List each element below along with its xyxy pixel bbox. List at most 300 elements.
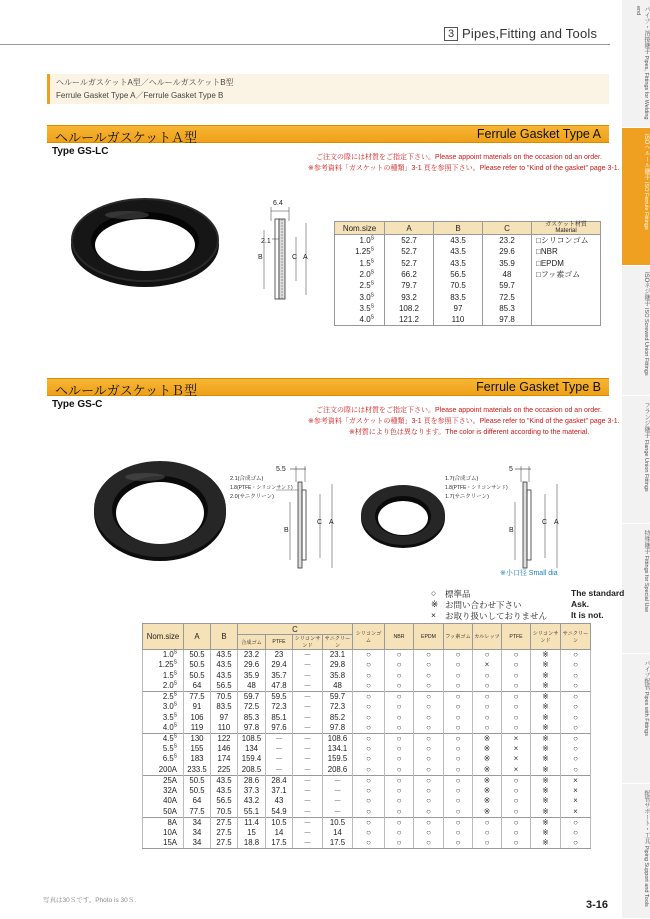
nom-size-value: 1.0 xyxy=(359,236,371,245)
cell-nom-size xyxy=(335,280,385,291)
cell-silicone: ○ xyxy=(353,817,385,828)
cell-a: 233.5 xyxy=(184,765,211,776)
cell-material xyxy=(532,314,601,325)
cell-nom-size xyxy=(143,660,184,670)
cell-c-silicone-sand: － xyxy=(293,817,323,828)
cell-c-ptfe: 59.5 xyxy=(266,691,293,702)
cell-sanicleen: ○ xyxy=(561,817,591,828)
dim-note-1: 2.1(合成ゴム) xyxy=(230,476,264,482)
label-a: A xyxy=(329,519,334,526)
cell-sanicleen: ○ xyxy=(561,733,591,744)
cell-c-ptfe: 54.9 xyxy=(266,807,293,818)
cell-kalrez: ○ xyxy=(473,712,502,722)
cell-ptfe: × xyxy=(502,744,531,754)
nom-size-value: 50A xyxy=(163,806,177,816)
cell-fluoro: ○ xyxy=(444,838,473,849)
cell-fluoro: ○ xyxy=(444,670,473,680)
cell-nbr: ○ xyxy=(385,796,414,806)
nom-size-suffix: S xyxy=(173,680,177,687)
cell-b: 225 xyxy=(211,765,238,776)
cell-nbr: ○ xyxy=(385,744,414,754)
cell-b: 43.5 xyxy=(211,670,238,680)
side-tab-support-tools[interactable] xyxy=(622,784,650,919)
cell-epdm: ○ xyxy=(414,744,444,754)
cell-c-sanicleen: 10.5 xyxy=(323,817,353,828)
col-b: B xyxy=(434,222,483,235)
dim-note-3: 1.7(サニクリーン) xyxy=(445,494,489,500)
cell-fluoro: ○ xyxy=(444,733,473,744)
table-row xyxy=(143,733,591,744)
gasket-b-small-photo xyxy=(358,478,448,558)
cell-sanicleen: × xyxy=(561,775,591,786)
cell-a: 77.5 xyxy=(184,691,211,702)
cell-material: □シリコンゴム xyxy=(532,235,601,247)
table-row xyxy=(143,650,591,661)
cell-c-sanicleen: 134.1 xyxy=(323,744,353,754)
gasket-b-small-section-drawing xyxy=(445,462,577,580)
cell-c-silicone-sand: － xyxy=(293,660,323,670)
cell-fluoro: ○ xyxy=(444,796,473,806)
cell-c-rubber: 72.5 xyxy=(238,702,266,712)
cell-epdm: ○ xyxy=(414,650,444,661)
cell-a: 66.2 xyxy=(385,269,434,280)
cell-c-sanicleen: － xyxy=(323,796,353,806)
gasket-b-section-drawing xyxy=(228,462,348,580)
cell-fluoro: ○ xyxy=(444,723,473,734)
col-c: C xyxy=(238,624,353,635)
cell-c-sanicleen: 97.8 xyxy=(323,723,353,734)
cell-nom-size xyxy=(143,775,184,786)
cell-c: 29.6 xyxy=(483,246,532,257)
nom-size-value: 1.5 xyxy=(162,670,174,680)
nom-size-value: 2.5 xyxy=(359,281,371,291)
cell-fluoro: ○ xyxy=(444,775,473,786)
cell-c-silicone-sand: － xyxy=(293,681,323,692)
cell-epdm: ○ xyxy=(414,712,444,722)
cell-a: 52.7 xyxy=(385,246,434,257)
cell-kalrez: ※ xyxy=(473,775,502,786)
cell-c-sanicleen: 208.6 xyxy=(323,765,353,776)
breadcrumb-en: Ferrule Gasket Type A／Ferrule Gasket Type B xyxy=(56,91,224,100)
cell-silicone-sand: ※ xyxy=(531,660,561,670)
cell-c-rubber: 48 xyxy=(238,681,266,692)
table-row xyxy=(143,828,591,838)
cell-b: 97 xyxy=(434,303,483,314)
cell-sanicleen: × xyxy=(561,786,591,796)
cell-nbr: ○ xyxy=(385,775,414,786)
cell-silicone-sand: ※ xyxy=(531,828,561,838)
cell-c-ptfe: 85.1 xyxy=(266,712,293,722)
cell-c-sanicleen: － xyxy=(323,786,353,796)
cell-c-rubber: 23.2 xyxy=(238,650,266,661)
cell-c-silicone-sand: － xyxy=(293,775,323,786)
cell-kalrez: ※ xyxy=(473,744,502,754)
cell-kalrez: ○ xyxy=(473,681,502,692)
cell-c-sanicleen: 35.8 xyxy=(323,670,353,680)
cell-c-ptfe: 37.1 xyxy=(266,786,293,796)
cell-c-ptfe: － xyxy=(266,733,293,744)
side-tab-special[interactable] xyxy=(622,524,650,654)
side-tab-flange[interactable] xyxy=(622,396,650,524)
cell-fluoro: ○ xyxy=(444,754,473,764)
section-a-title-jp: ヘルールガスケットＡ型 xyxy=(55,130,198,145)
section-b-note-material: ご注文の際には材質をご指定下さい。Please appoint materials on the occasion od an order. xyxy=(316,407,602,414)
cell-c-sanicleen: 48 xyxy=(323,681,353,692)
cell-nom-size xyxy=(143,691,184,702)
cell-silicone-sand: ※ xyxy=(531,712,561,722)
cell-c-sanicleen: 85.2 xyxy=(323,712,353,722)
cell-sanicleen: ○ xyxy=(561,650,591,661)
side-tab-label-en: Flange Union Fittings xyxy=(643,439,649,492)
cell-nbr: ○ xyxy=(385,723,414,734)
col-kalrez: カルレッツ xyxy=(473,624,502,650)
nom-size-value: 4.0 xyxy=(359,315,371,325)
cell-c: 59.7 xyxy=(483,280,532,291)
label-c: C xyxy=(292,254,298,261)
cell-nom-size xyxy=(335,303,385,314)
cell-silicone-sand: ※ xyxy=(531,650,561,661)
dim-6-4: 6.4 xyxy=(273,200,283,207)
cell-nom-size xyxy=(143,712,184,722)
cell-nom-size xyxy=(143,702,184,712)
cell-a: 52.7 xyxy=(385,235,434,247)
side-tab-label-jp: ISOヘルール継手 xyxy=(643,134,649,181)
dim-note-2: 1.8(PTFE・シリコンサンド) xyxy=(230,485,293,491)
cell-silicone: ○ xyxy=(353,796,385,806)
breadcrumb-jp: ヘルールガスケットA型／ヘルールガスケットB型 xyxy=(56,78,234,87)
nom-size-value: 15A xyxy=(163,837,177,847)
cell-c-ptfe: 29.4 xyxy=(266,660,293,670)
side-tab-label-en: Pipes, Fittings for Welding end xyxy=(635,6,649,120)
cell-c: 85.3 xyxy=(483,303,532,314)
col-nom-size: Nom.size xyxy=(335,222,385,235)
side-tab-label-jp: 特殊継手 xyxy=(643,530,649,554)
cell-silicone: ○ xyxy=(353,681,385,692)
cell-c-rubber: 108.5 xyxy=(238,733,266,744)
nom-size-suffix: S xyxy=(370,246,374,253)
cell-c-ptfe: 47.8 xyxy=(266,681,293,692)
cell-silicone: ○ xyxy=(353,691,385,702)
table-row xyxy=(143,765,591,776)
cell-b: 43.5 xyxy=(434,235,483,247)
cell-nom-size xyxy=(143,733,184,744)
table-row xyxy=(143,744,591,754)
side-tab-label-en: Piping Support and Tools xyxy=(643,845,649,907)
cell-ptfe: ○ xyxy=(502,807,531,818)
cell-material xyxy=(532,280,601,291)
cell-b: 43.5 xyxy=(211,786,238,796)
col-c-rubber: 合成ゴム xyxy=(238,635,266,650)
cell-nbr: ○ xyxy=(385,754,414,764)
cell-kalrez: ○ xyxy=(473,670,502,680)
cell-nom-size xyxy=(143,807,184,818)
cell-c-sanicleen: 159.5 xyxy=(323,754,353,764)
cell-nom-size xyxy=(335,292,385,303)
cell-epdm: ○ xyxy=(414,765,444,776)
nom-size-value: 32A xyxy=(163,785,177,795)
cell-silicone: ○ xyxy=(353,702,385,712)
cell-c-rubber: 59.7 xyxy=(238,691,266,702)
cell-c-ptfe: 23 xyxy=(266,650,293,661)
footer-photo-note: 写真は30Ｓです。Photo is 30Ｓ. xyxy=(43,897,137,904)
cell-c-rubber: 55.1 xyxy=(238,807,266,818)
table-row xyxy=(143,712,591,722)
dim-note-2: 1.8(PTFE・シリコンサンド) xyxy=(445,485,508,491)
col-c-sanicleen: サニクリーン xyxy=(323,635,353,650)
cell-ptfe: ○ xyxy=(502,681,531,692)
cell-kalrez: ※ xyxy=(473,796,502,806)
nom-size-suffix: S xyxy=(173,659,177,666)
cell-b: 43.5 xyxy=(434,246,483,257)
side-tab-index xyxy=(622,0,650,919)
cell-c: 23.2 xyxy=(483,235,532,247)
cell-ptfe: ○ xyxy=(502,828,531,838)
cell-c-silicone-sand: － xyxy=(293,765,323,776)
cell-c: 72.5 xyxy=(483,292,532,303)
cell-silicone: ○ xyxy=(353,733,385,744)
cell-c-silicone-sand: － xyxy=(293,650,323,661)
cell-ptfe: ○ xyxy=(502,691,531,702)
col-material-jp: ガスケット材質 xyxy=(545,222,587,228)
cell-silicone: ○ xyxy=(353,660,385,670)
table-row xyxy=(143,817,591,828)
cell-b: 27.5 xyxy=(211,828,238,838)
cell-c-rubber: 134 xyxy=(238,744,266,754)
cell-silicone: ○ xyxy=(353,765,385,776)
cell-silicone: ○ xyxy=(353,754,385,764)
nom-size-suffix: S xyxy=(173,753,177,760)
side-tab-pipes-welding[interactable] xyxy=(622,0,650,128)
nom-size-value: 3.0 xyxy=(162,702,174,712)
cell-c-ptfe: － xyxy=(266,765,293,776)
cell-nbr: ○ xyxy=(385,786,414,796)
cell-fluoro: ○ xyxy=(444,660,473,670)
col-b: B xyxy=(211,624,238,650)
cell-epdm: ○ xyxy=(414,838,444,849)
cell-silicone-sand: ※ xyxy=(531,807,561,818)
nom-size-suffix: S xyxy=(370,292,374,299)
label-c: C xyxy=(317,519,323,526)
cell-sanicleen: ○ xyxy=(561,670,591,680)
nom-size-value: 8A xyxy=(167,817,177,827)
cell-c-rubber: 11.4 xyxy=(238,817,266,828)
table-row xyxy=(335,246,601,257)
cell-epdm: ○ xyxy=(414,681,444,692)
cell-c-sanicleen: 14 xyxy=(323,828,353,838)
label-a: A xyxy=(303,254,308,261)
dim-5-5: 5.5 xyxy=(276,466,286,473)
cell-nbr: ○ xyxy=(385,681,414,692)
cell-a: 93.2 xyxy=(385,292,434,303)
cell-c-sanicleen: 29.8 xyxy=(323,660,353,670)
cell-c-silicone-sand: － xyxy=(293,838,323,849)
nom-size-suffix: S xyxy=(173,743,177,750)
cell-sanicleen: ○ xyxy=(561,744,591,754)
cell-fluoro: ○ xyxy=(444,712,473,722)
col-material xyxy=(532,222,601,235)
cell-nbr: ○ xyxy=(385,691,414,702)
cell-a: 50.5 xyxy=(184,650,211,661)
cell-c-silicone-sand: － xyxy=(293,723,323,734)
cell-ptfe: ○ xyxy=(502,660,531,670)
cell-nom-size xyxy=(143,744,184,754)
cell-c-silicone-sand: － xyxy=(293,828,323,838)
chapter-title: Pipes,Fitting and Tools xyxy=(462,26,598,41)
cell-fluoro: ○ xyxy=(444,786,473,796)
cell-ptfe: ○ xyxy=(502,723,531,734)
cell-c-rubber: 43.2 xyxy=(238,796,266,806)
col-c-ptfe: PTFE xyxy=(266,635,293,650)
cell-c-sanicleen: 59.7 xyxy=(323,691,353,702)
table-row xyxy=(143,702,591,712)
cell-b: 27.5 xyxy=(211,838,238,849)
cell-kalrez: ※ xyxy=(473,786,502,796)
nom-size-value: 1.25 xyxy=(355,247,371,257)
cell-c-rubber: 159.4 xyxy=(238,754,266,764)
legend-mark: ○ xyxy=(431,588,437,598)
cell-sanicleen: × xyxy=(561,796,591,806)
section-a-title-en: Ferrule Gasket Type A xyxy=(476,127,601,141)
table-row xyxy=(143,807,591,818)
cell-b: 70.5 xyxy=(211,691,238,702)
cell-a: 121.2 xyxy=(385,314,434,325)
cell-fluoro: ○ xyxy=(444,807,473,818)
page-number: 3-16 xyxy=(586,899,609,911)
cell-c-rubber: 35.9 xyxy=(238,670,266,680)
table-row xyxy=(143,796,591,806)
nom-size-value: 1.25 xyxy=(158,660,174,670)
cell-sanicleen: ○ xyxy=(561,828,591,838)
cell-epdm: ○ xyxy=(414,775,444,786)
cell-b: 56.5 xyxy=(211,796,238,806)
cell-a: 183 xyxy=(184,754,211,764)
cell-ptfe: ○ xyxy=(502,796,531,806)
cell-ptfe: × xyxy=(502,733,531,744)
cell-nbr: ○ xyxy=(385,765,414,776)
nom-size-suffix: S xyxy=(173,733,177,740)
col-c-silicone-sand: シリコンサンド xyxy=(293,635,323,650)
cell-ptfe: ○ xyxy=(502,702,531,712)
cell-epdm: ○ xyxy=(414,786,444,796)
cell-c-silicone-sand: － xyxy=(293,733,323,744)
cell-fluoro: ○ xyxy=(444,744,473,754)
cell-nom-size xyxy=(143,765,184,776)
side-tab-pipes-fittings[interactable] xyxy=(622,654,650,784)
gasket-a-section-drawing xyxy=(248,195,328,315)
nom-size-suffix: S xyxy=(173,722,177,729)
cell-epdm: ○ xyxy=(414,828,444,838)
cell-epdm: ○ xyxy=(414,817,444,828)
dim-5: 5 xyxy=(509,466,513,473)
cell-a: 130 xyxy=(184,733,211,744)
cell-fluoro: ○ xyxy=(444,650,473,661)
cell-c-ptfe: 28.4 xyxy=(266,775,293,786)
label-c: C xyxy=(542,519,548,526)
section-a-note-material: ご注文の際には材質をご指定下さい。Please appoint materials on the occasion od an order. xyxy=(316,154,602,161)
col-silicone: シリコンゴム xyxy=(353,624,385,650)
cell-ptfe: ○ xyxy=(502,838,531,849)
cell-kalrez: ○ xyxy=(473,702,502,712)
cell-c-ptfe: 14 xyxy=(266,828,293,838)
cell-c-rubber: 85.3 xyxy=(238,712,266,722)
table-row xyxy=(143,660,591,670)
table-row xyxy=(143,838,591,849)
col-nbr: NBR xyxy=(385,624,414,650)
cell-b: 56.5 xyxy=(211,681,238,692)
nom-size-suffix: S xyxy=(173,711,177,718)
col-c: C xyxy=(483,222,532,235)
cell-c-ptfe: － xyxy=(266,744,293,754)
cell-material: □EPDM xyxy=(532,257,601,268)
cell-b: 56.5 xyxy=(434,269,483,280)
cell-silicone: ○ xyxy=(353,807,385,818)
cell-nom-size xyxy=(143,828,184,838)
cell-ptfe: ○ xyxy=(502,775,531,786)
cell-a: 79.7 xyxy=(385,280,434,291)
breadcrumb xyxy=(47,74,609,104)
cell-kalrez: ※ xyxy=(473,733,502,744)
cell-silicone: ○ xyxy=(353,775,385,786)
nom-size-suffix: S xyxy=(173,701,177,708)
cell-epdm: ○ xyxy=(414,702,444,712)
side-tab-iso-ferrule[interactable] xyxy=(622,128,650,266)
cell-c-rubber: 208.5 xyxy=(238,765,266,776)
header-divider xyxy=(0,44,610,45)
nom-size-value: 200A xyxy=(158,764,177,774)
col-nom-size: Nom.size xyxy=(143,624,184,650)
cell-c-ptfe: 17.5 xyxy=(266,838,293,849)
nom-size-suffix: S xyxy=(370,269,374,276)
nom-size-value: 40A xyxy=(163,796,177,806)
cell-sanicleen: ○ xyxy=(561,681,591,692)
cell-b: 83.5 xyxy=(434,292,483,303)
col-ptfe: PTFE xyxy=(502,624,531,650)
cell-nom-size xyxy=(143,754,184,764)
table-row xyxy=(143,786,591,796)
cell-a: 50.5 xyxy=(184,786,211,796)
cell-silicone-sand: ※ xyxy=(531,838,561,849)
cell-a: 50.5 xyxy=(184,775,211,786)
cell-c-ptfe: 10.5 xyxy=(266,817,293,828)
side-tab-iso-screwed[interactable] xyxy=(622,266,650,396)
table-row xyxy=(335,303,601,314)
cell-nbr: ○ xyxy=(385,712,414,722)
cell-nbr: ○ xyxy=(385,670,414,680)
cell-b: 70.5 xyxy=(434,280,483,291)
cell-kalrez: ※ xyxy=(473,807,502,818)
cell-nbr: ○ xyxy=(385,660,414,670)
table-row xyxy=(335,314,601,325)
legend-mark: × xyxy=(431,610,436,620)
cell-a: 52.7 xyxy=(385,257,434,268)
cell-nbr: ○ xyxy=(385,838,414,849)
nom-size-suffix: S xyxy=(370,257,374,264)
cell-sanicleen: ○ xyxy=(561,765,591,776)
cell-silicone-sand: ※ xyxy=(531,702,561,712)
nom-size-suffix: S xyxy=(370,314,374,321)
cell-ptfe: ○ xyxy=(502,786,531,796)
cell-kalrez: ○ xyxy=(473,838,502,849)
cell-nom-size xyxy=(143,796,184,806)
cell-silicone-sand: ※ xyxy=(531,670,561,680)
cell-sanicleen: ○ xyxy=(561,702,591,712)
table-row xyxy=(335,235,601,247)
cell-a: 34 xyxy=(184,838,211,849)
page-header xyxy=(0,0,622,48)
section-a-title-bar xyxy=(47,125,609,143)
cell-silicone-sand: ※ xyxy=(531,817,561,828)
cell-c-silicone-sand: － xyxy=(293,702,323,712)
